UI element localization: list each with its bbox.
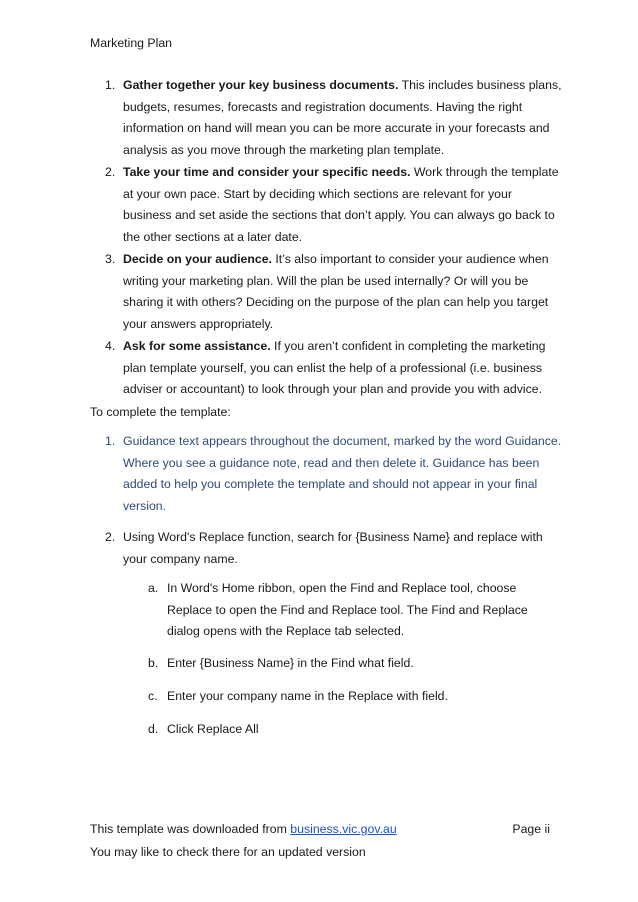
step-number: 3. (105, 252, 116, 266)
footer-update-note: You may like to check there for an updated version (90, 845, 366, 859)
step-number: 4. (105, 339, 116, 353)
step-body: This includes business plans, budgets, resumes, forecasts and registration documents. Having the right information on hand will mean you can be more accurate in your forecasts and analysis as you move through the marketing plan template. (123, 78, 562, 157)
step-heading: Decide on your audience. (123, 252, 272, 266)
business-vic-link[interactable]: business.vic.gov.au (290, 822, 397, 836)
step-number: 2. (105, 530, 116, 544)
sub-step-text: Enter {Business Name} in the Find what field. (167, 656, 414, 670)
step-body: If you aren’t confident in completing the marketing plan template yourself, you can enlist the help of a professional (i.e. business adviser or accountant) to look through your plan and provide you with advice. (123, 339, 546, 396)
sub-step-letter: c. (148, 689, 158, 703)
page-header-title: Marketing Plan (90, 36, 173, 50)
sub-step-letter: d. (148, 722, 159, 736)
sub-step-letter: a. (148, 581, 159, 595)
step-number: 1. (105, 434, 116, 448)
step-heading: Take your time and consider your specific needs. (123, 165, 411, 179)
sub-step-text: In Word's Home ribbon, open the Find and Replace tool, choose Replace to open the Find and Replace tool. The Find and Replace dialog opens with the Replace tab selected. (167, 581, 528, 638)
complete-intro: To complete the template: (90, 405, 231, 419)
step-body: It’s also important to consider your audience when writing your marketing plan. Will the plan be used internally? Or will you be sharing it with others? Deciding on the purpose of the plan can help you target your answers appropriately. (123, 252, 549, 331)
footer-download-line (90, 822, 550, 836)
step-number: 2. (105, 165, 116, 179)
sub-step-text: Click Replace All (167, 722, 259, 736)
replace-step-text: Using Word's Replace function, search for {Business Name} and replace with your company name. (123, 530, 543, 566)
guidance-text: Guidance text appears throughout the document, marked by the word Guidance. Where you see a guidance note, read and then delete it. Guidance has been added to help you complete the template and should not appear in your final version. (123, 434, 562, 513)
step-number: 1. (105, 78, 116, 92)
step-heading: Gather together your key business documents. (123, 78, 399, 92)
sub-step-text: Enter your company name in the Replace with field. (167, 689, 448, 703)
footer-downloaded-prefix: This template was downloaded from (90, 822, 291, 836)
page-number: Page ii (512, 822, 550, 836)
step-heading: Ask for some assistance. (123, 339, 271, 353)
step-body: Work through the template at your own pace. Start by deciding which sections are relevant for your business and set aside the sections that don’t apply. You can always go back to the other sections at a later date. (123, 165, 559, 244)
sub-step-letter: b. (148, 656, 159, 670)
